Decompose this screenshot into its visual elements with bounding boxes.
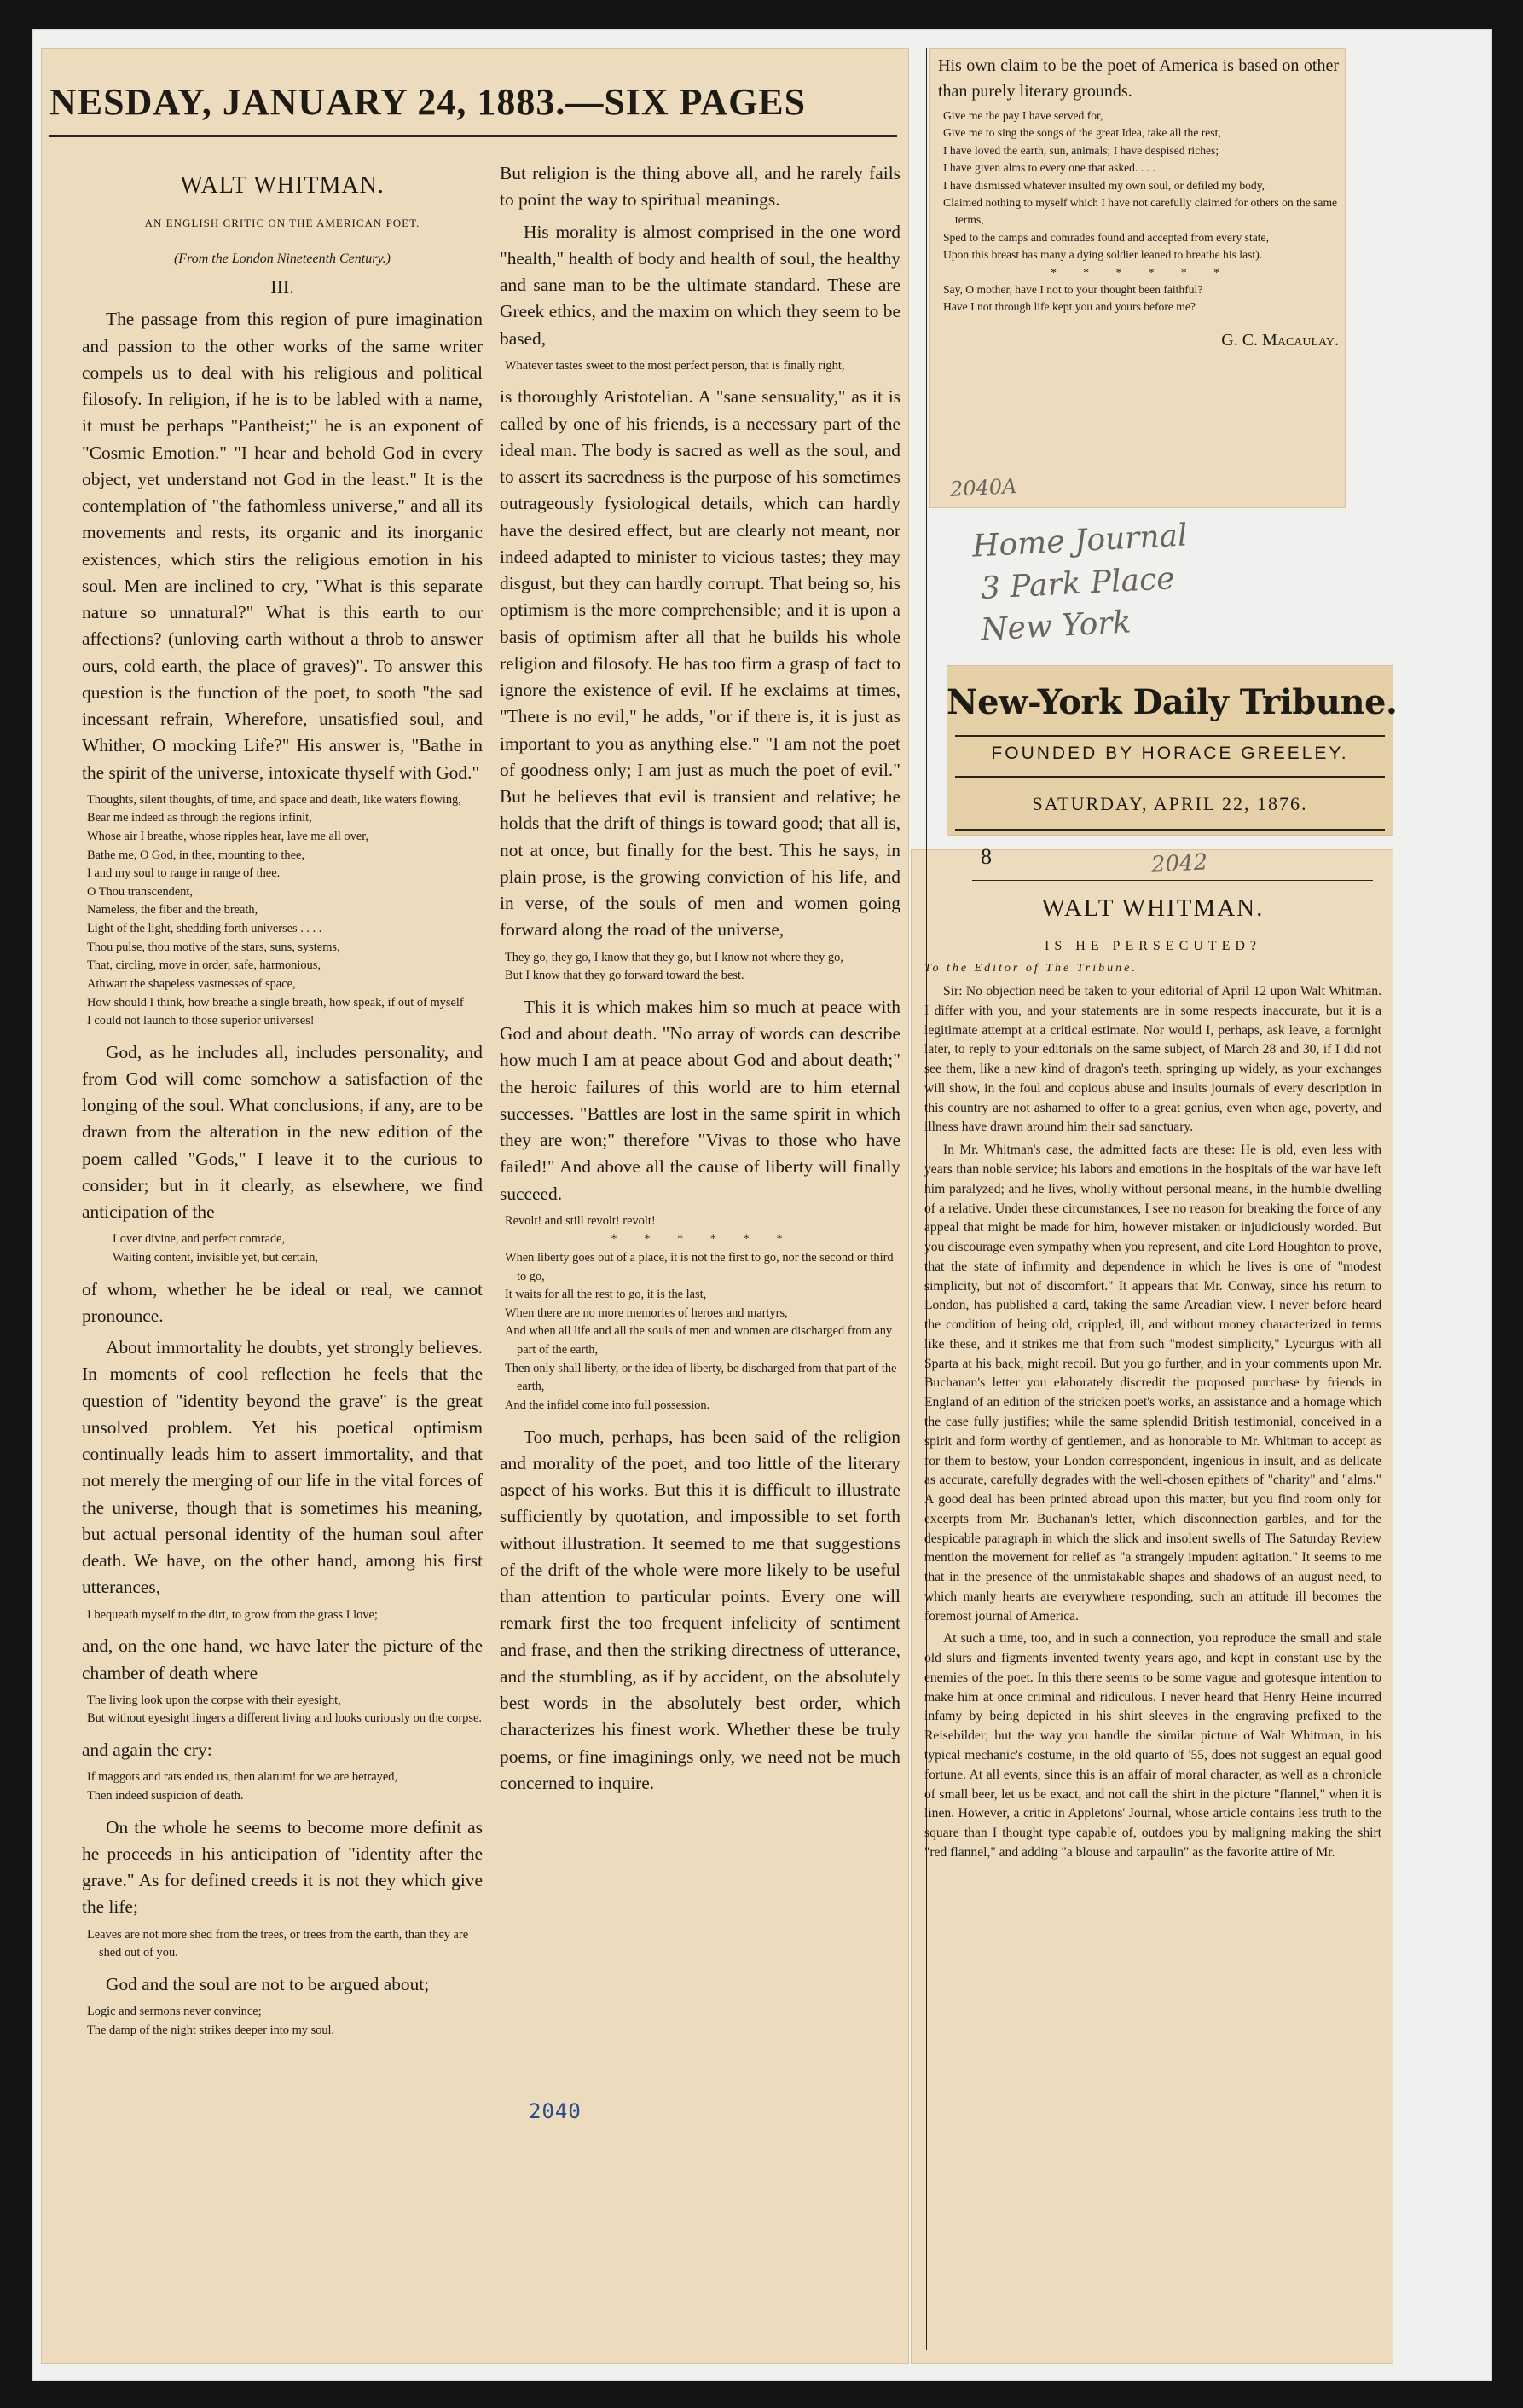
tribune-founded-line: FOUNDED BY HORACE GREELEY.: [991, 744, 1349, 763]
paragraph: The passage from this region of pure imagination and passion to the other works of the same writer compels us to deal with his religious and political filosofy. In religion, if he is to be labled with a name, it must be perhaps "Pantheist;" he is an exponent of "Cosmic Emotion." "I hear and behold God in every object, yet understand not God in the least." It is the contemplation of "the fathomless universe," and all its movements and rests, its organic and its inorganic existences, which stirs the religious emotion in his soul. Men are inclined to cry, "What is this separate nature so unnatural?" What is this earth to our affections? (unloving earth without a throb to answer ours, cold earth, the place of graves)". To answer this question is the function of the poet, to sooth "the sad incessant refrain, Wherefore, unsatisfied soul, and Whither, O mocking Life?" His answer is, "Bathe in the spirit of the universe, intoxicate thyself with God.": [82, 309, 483, 783]
article-subtitle: AN ENGLISH CRITIC ON THE AMERICAN POET.: [144, 216, 420, 229]
verse-line: I and my soul to range in range of thee.: [87, 866, 281, 881]
paragraph: and, on the one hand, we have later the picture of the chamber of death where: [82, 1635, 483, 1683]
masthead-rule-thick: [49, 135, 897, 137]
poem-quote: [87, 1768, 483, 1805]
verse-line: Thoughts, silent thoughts, of time, and space and death, like waters flowing,: [87, 792, 461, 807]
pencil-note-line-3: New York: [980, 605, 1132, 648]
article-part-numeral: III.: [270, 276, 294, 298]
tribune-salutation: To the Editor of The Tribune.: [924, 961, 1138, 975]
verse-line: Light of the light, shedding forth universes . . . .: [87, 922, 322, 936]
ellipsis-stars: * * * * * *: [1051, 265, 1231, 279]
paragraph: and again the cry:: [82, 1739, 212, 1761]
verse-line: They go, they go, I know that they go, but I know not where they go,: [505, 950, 843, 964]
verse-line: Whose air I breathe, whose ripples hear, lave me all over,: [87, 830, 369, 844]
verse-line: Give me the pay I have served for,: [943, 109, 1103, 122]
verse-line: Upon this breast has many a dying soldier leaned to breathe his last).: [943, 248, 1263, 262]
poem-quote: [87, 2003, 483, 2040]
verse-line: But without eyesight lingers a different living and looks curiously on the corpse.: [87, 1711, 482, 1726]
verse-line: That, circling, move in order, safe, harmonious,: [87, 958, 321, 973]
verse-line: Athwart the shapeless vastnesses of space,: [87, 976, 296, 991]
poem-column: [938, 53, 1339, 505]
pencil-note-line-2: 3 Park Place: [980, 561, 1176, 606]
verse-line: The living look upon the corpse with their eyesight,: [87, 1693, 341, 1707]
paragraph: Too much, perhaps, has been said of the religion and morality of the poet, and too little of the literary aspect of his works. But this it is difficult to illustrate sufficiently by quotation, and impossible to set forth without illustration. It seemed to me that suggestions of the drift of the whole were more likely to be useful than attention to particular points. Every one will remark first the too frequent infelicity of sentiment and frase, and then the striking directness of utterance, and the stumbling, as if by accident, on the absolutely best words in the absolutely best order, which characterizes his finest work. Whether these be truly poems, or fine imaginings only, we need not be much concerned to inquire.: [500, 1426, 900, 1793]
verse-line: Sped to the camps and comrades found and accepted from every state,: [943, 230, 1269, 244]
paragraph: But religion is the thing above all, and he rarely fails to point the way to spiritual meanings.: [500, 163, 900, 211]
verse-line: Give me to sing the songs of the great Idea, take all the rest,: [943, 126, 1221, 140]
verse-line: I bequeath myself to the dirt, to grow from the grass I love;: [87, 1607, 378, 1622]
verse-line: I have dismissed whatever insulted my own soul, or defiled my body,: [943, 178, 1265, 192]
paragraph: His own claim to be the poet of America is based on other than purely literary grounds.: [938, 56, 1339, 101]
verse-line: I have given alms to every one that asked. . . .: [943, 161, 1155, 175]
tribune-rule-bottom: [955, 829, 1385, 831]
verse-line: When there are no more memories of heroes and martyrs,: [505, 1305, 788, 1320]
tribune-article-subtitle: IS HE PERSECUTED?: [1045, 939, 1261, 954]
author-signature: G. C. Macaulay.: [1221, 330, 1339, 350]
poem-quote: [505, 949, 900, 986]
verse-line: Thou pulse, thou motive of the stars, suns, systems,: [87, 940, 340, 954]
poem-quote: [505, 1213, 900, 1415]
ellipsis-stars: * * * * * *: [611, 1232, 795, 1247]
verse-line: Bear me indeed as through the regions infinit,: [87, 811, 312, 825]
verse-line: Revolt! and still revolt! revolt!: [505, 1213, 656, 1228]
verse-line: Nameless, the fiber and the breath,: [87, 903, 258, 917]
verse-line: Bathe me, O God, in thee, mounting to thee,: [87, 848, 304, 862]
poem-quote: [87, 1230, 483, 1267]
paragraph: of whom, whether he be ideal or real, we cannot pronounce.: [82, 1278, 483, 1326]
tribune-article-column: [924, 887, 1381, 2362]
tribune-rule-top: [955, 735, 1385, 737]
tribune-page-number: 8: [981, 844, 992, 869]
paragraph: This it is which makes him so much at peace with God and about death. "No array of words can describe how much I am at peace about God and about death;" the heroic failures of this world are to him eternal successes. "Battles are lost in the same spirit in which they are won;" therefore "Vivas to those who have failed!" And above all the cause of liberty will finally succeed.: [500, 996, 900, 1204]
poem-quote: [87, 791, 483, 1031]
poem-quote: [87, 1692, 483, 1728]
verse-line: Claimed nothing to myself which I have not carefully claimed for others on the same terms,: [943, 195, 1338, 227]
verse-line: I could not launch to those superior universes!: [87, 1014, 315, 1028]
verse-line: How should I think, how breathe a single breath, how speak, if out of myself: [87, 995, 464, 1010]
verse-line: It waits for all the rest to go, it is the last,: [505, 1288, 707, 1302]
verse-line: Lover divine, and perfect comrade,: [113, 1232, 286, 1247]
paragraph: His morality is almost comprised in the one word "health," health of body and health of soul, the healthy and sane man to be the ultimate standard. These are Greek ethics, and the maxim on which they seem to be based,: [500, 221, 900, 349]
paragraph: God and the soul are not to be argued about;: [106, 1973, 430, 1994]
verse-line: Then indeed suspicion of death.: [87, 1788, 244, 1803]
tribune-nameplate: New-York Daily Tribune.: [947, 682, 1398, 722]
pencil-catalog-number: 2040A: [949, 473, 1018, 502]
verse-line: Have I not through life kept you and yours before me?: [943, 300, 1196, 314]
pencil-note-line-1: Home Journal: [971, 518, 1189, 564]
tribune-date: SATURDAY, APRIL 22, 1876.: [1032, 793, 1308, 814]
poem-quote: [87, 1606, 483, 1625]
paragraph: God, as he includes all, includes personality, and from God will come somehow a satisfaction of the longing of the soul. What conclusions, if any, are to be drawn from the alteration in the new edition of the poem called "Gods," I leave it to the curious to consider; but in it clearly, as elsewhere, we find anticipation of the: [82, 1041, 483, 1223]
poem-quote: [943, 107, 1339, 316]
paragraph: At such a time, too, and in such a connection, you reproduce the small and stale old slurs and figments invented twenty years ago, and kept in constant use by the enemies of the poet. In this there seems to be some vague and grotesque intention to make him at once criminal and ridiculous. I never heard that Henry Heine incurred infamy by being depicted in his shirt sleeves in the engraving prefixed to the Reisebilder; but the way you handle the similar picture of Walt Whitman, in his typical mechanic's costume, in the old quarto of '55, does not suggest an equal good fortune. At all events, since this is an affair of moral character, as well as a chronicle of small beer, let us be exact, and not call the shirt in the picture "flannel," when it is linen. However, a critic in Appletons' Journal, whose article contains less truth to the square than I thought type capable of, outdoes you by maligning making the shirt "red flannel," and adding "a blouse and tarpaulin" as the favorite attire of Mr.: [924, 1631, 1381, 1860]
verse-line: O Thou transcendent,: [87, 884, 194, 899]
verse-line: When liberty goes out of a place, it is not the first to go, nor the second or third to go,: [505, 1251, 894, 1283]
article-rule: [972, 880, 1373, 881]
verse-line: I have loved the earth, sun, animals; I have despised riches;: [943, 143, 1219, 157]
tribune-article-title: WALT WHITMAN.: [1041, 894, 1265, 922]
poem-quote: [87, 1926, 483, 1963]
verse-line: Say, O mother, have I not to your thought been faithful?: [943, 282, 1203, 296]
tribune-rule-mid: [955, 776, 1385, 778]
verse-line: And when all life and all the souls of men and women are discharged from any part of the earth,: [505, 1324, 893, 1357]
paragraph: In Mr. Whitman's case, the admitted facts are these: He is old, even less with years than noble service; his labors and emotions in the hospitals of the war have left him paralyzed; and he lives, wholly without personal means, in the humble dwelling of a relative. Under these circumstances, I see no reason for breaking the force of any appeal that might be made for him, however mistaken or injudiciously worded. But you discourage even sympathy when you represent, and cite Lord Houghton to prove, that the state of infirmity and dependence in which he lives is one of "modest simplicity, but not of discomfort." It appears that Mr. Conway, since his return to London, has published a card, taking the same Arcadian view. I never before heard the condition of being old, crippled, ill, and without money characterized in terms like these, and it strikes me that from such "modest simplicity," Lycurgus with all Sparta at his back, might recoil. But you go further, and in your comments upon Mr. Buchanan's letter you elaborately discredit the proposed purchase by friends in England of an edition of the stricken poet's works, an assistance and a homage which the case fully justifies; while the same splendid British testimonial, conceived in a spirit and form worthy of gentlemen, and as honorable to Mr. Whitman to accept as for them to bestow, your London correspondent, ingenious in insult, and as delicate as accurate, carefully degrades with the well-chosen epithets of "charity" and "alms." A good deal has been printed abroad upon this matter, but you find room only for excerpts from Mr. Buchanan's letter, which disconnection garbles, and for the despicable paragraph in which the slick and insolent swells of The Saturday Review mention the movement for relief as "a strangely impudent agitation." It seems to me that in the presence of the unmistakable shapes and shadows of an august need, to which manly hearts are everywhere responding, such an attitude ill becomes the foremost journal of America.: [924, 1143, 1381, 1624]
paragraph: About immortality he doubts, yet strongly believes. In moments of cool reflection he feels that the question of "identity beyond the grave" is the great unsolved problem. Yet his poetical optimism continually leads him to assert immortality, and that not merely the merging of our life in the vital forces of the universe, though that is sometimes his meaning, but actual personal identity of the human soul after death. We have, on the other hand, among his first utterances,: [82, 1337, 483, 1598]
verse-line: Logic and sermons never convince;: [87, 2004, 262, 2018]
newspaper-masthead: NESDAY, JANUARY 24, 1883.—SIX PAGES: [49, 81, 807, 123]
verse-line: Leaves are not more shed from the trees, or trees from the earth, than they are shed out of you.: [87, 1927, 469, 1960]
archive-stamp-number: 2040: [529, 2099, 582, 2123]
paragraph: is thoroughly Aristotelian. A "sane sensuality," as it is called by one of his friends, is a necessary part of the ideal man. The body is sacred as well as the soul, and to assert its sacredness is the purpose of his sometimes outrageously fysiological details, which can hardly have the desired effect, but are clearly not meant, nor indeed adapted to minister to vicious tastes; they may disgust, but they can hardly corrupt. That being so, his optimism is the more comprehensible; and it is upon a basis of optimism after all that he builds his whole religion and filosofy. He has too firm a grasp of fact to ignore the existence of evil. If he exclaims at times, "There is no evil," he adds, "or if there is, it is just as important to you as anything else." "I am not the poet of goodness only; I am just as much the poet of evil." But he believes that evil is transient and relative; he holds that the drift of things is toward good; that all is, not at once, but finally for the best. This he says, in plain prose, is the growing conviction of his life, and in verse, of the souls of men and women going forward along the road of the universe,: [500, 386, 900, 941]
verse-line: But I know that they go forward toward the best.: [505, 969, 744, 983]
verse-line: Whatever tastes sweet to the most perfect person, that is finally right,: [505, 358, 845, 373]
verse-line: If maggots and rats ended us, then alarum! for we are betrayed,: [87, 1770, 398, 1785]
verse-line: And the infidel come into full possession.: [505, 1398, 710, 1412]
pencil-catalog-number-2: 2042: [1150, 849, 1208, 878]
paragraph: On the whole he seems to become more definit as he proceeds in his anticipation of "identity after the grave." As for defined creeds it is not they which give the life;: [82, 1816, 483, 1918]
verse-line: Waiting content, invisible yet, but certain,: [113, 1251, 319, 1265]
article-column-2: [500, 160, 900, 2121]
verse-line: Then only shall liberty, or the idea of liberty, be discharged from that part of the earth,: [505, 1361, 897, 1394]
verse-line: The damp of the night strikes deeper into my soul.: [87, 2023, 335, 2037]
paragraph: Sir: No objection need be taken to your editorial of April 12 upon Walt Whitman. I differ with you, and your statements are in some respects inaccurate, but it is a legitimate attempt at a critical estimate. Nor would I, perhaps, ask leave, a fortnight later, to reply to your editorials on the same subject, of March 28 and 30, if I did not see them, like a new kind of dragon's teeth, springing up widely, as your exchanges will show, in the foul and copious abuse and insults journals of every description in this country are not ashamed to offer to a great genius, even when age, poverty, and illness have drawn around him their sad sanctuary.: [924, 984, 1381, 1135]
article-title: WALT WHITMAN.: [180, 172, 385, 199]
article-source: (From the London Nineteenth Century.): [173, 251, 391, 266]
poem-quote: [505, 357, 900, 376]
article-column-1: [82, 162, 483, 2353]
